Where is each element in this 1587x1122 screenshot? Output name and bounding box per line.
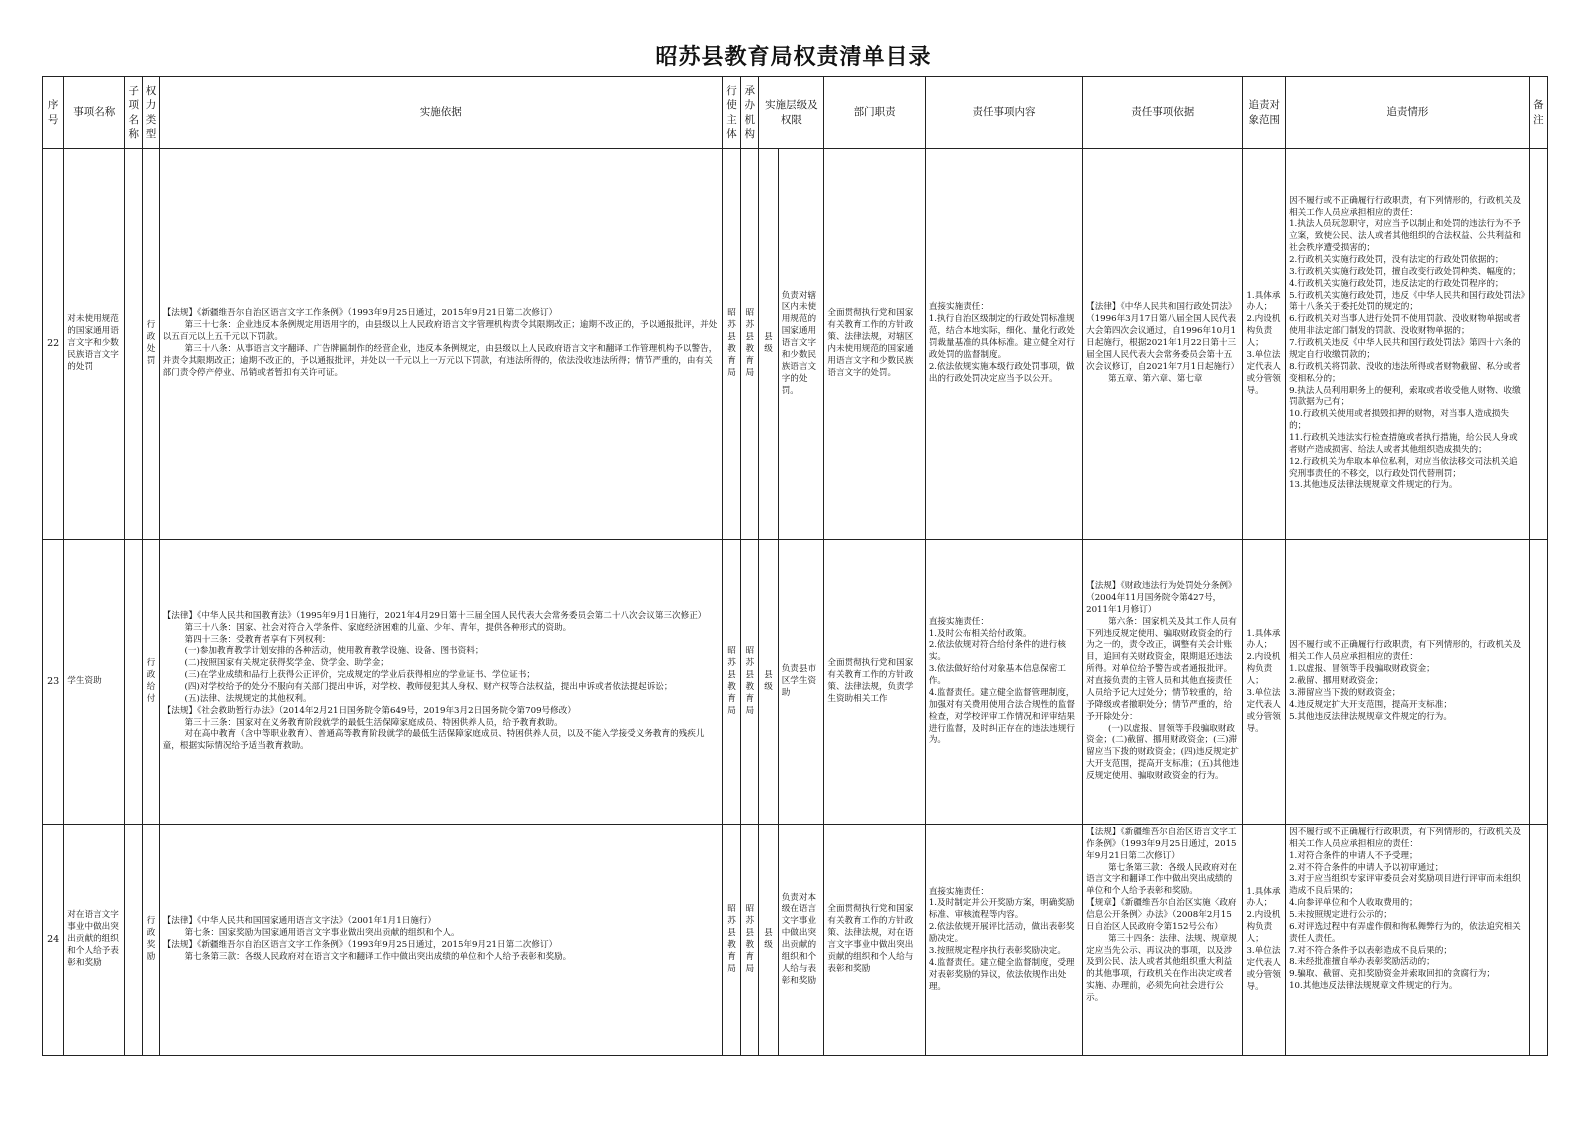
table-row bbox=[43, 825, 1548, 1056]
row-duty: 全面贯彻执行党和国家有关教育工作的方针政策、法律法规，对辖区内未使用规范的国家通用语言文字和少数民族语言文字的处罚。 bbox=[824, 149, 925, 540]
row-level: 县级 bbox=[759, 540, 778, 825]
row-subject: 昭苏县教育局 bbox=[722, 149, 740, 540]
row-resp: 直接实施责任： 1.及时公布相关给付政策。 2.依法依规对符合给付条件的进行核实。 3.依法做好给付对象基本信息保密工作。 4.监督责任。建立健全监督管理制度，加强对有关费用使用合法合规性的监督检查，对学校评审工作情况和评审结果进行监督，及时纠正存在的违法违规行为。 bbox=[925, 540, 1082, 825]
header-basis: 实施依据 bbox=[159, 77, 722, 149]
row-note bbox=[1529, 540, 1547, 825]
row-level: 县级 bbox=[759, 149, 778, 540]
row-scope: 1.具体承办人； 2.内设机构负责人； 3.单位法定代表人或分管领导。 bbox=[1243, 540, 1286, 825]
row-duty: 全面贯彻执行党和国家有关教育工作的方针政策、法律法规，负责学生资助相关工作 bbox=[824, 540, 925, 825]
row-account: 因不履行或不正确履行行政职责，有下列情形的，行政机关及相关工作人员应承担相应的责任： 1.以虚报、冒领等手段骗取财政资金； 2.截留、挪用财政资金； 3.滞留应当下拨的财政资金； 4.违反规定扩大开支范围，提高开支标准； 5.其他违反法律法规规章文件规定的行为。 bbox=[1286, 540, 1530, 825]
row-note bbox=[1529, 825, 1547, 1056]
row-seq: 22 bbox=[43, 149, 64, 540]
row-account: 因不履行或不正确履行行政职责，有下列情形的，行政机关及相关工作人员应承担相应的责任： 1.执法人员玩忽职守，对应当予以制止和处罚的违法行为不予立案，致使公民、法人或者其他组织的合法权益、公共利益和社会秩序遭受损害的； 2.行政机关实施行政处罚，没有法定的行政处罚依据的； 3.行政机关实施行政处罚，擅自改变行政处罚种类、幅度的； 4.行政机关实施行政处罚，违反法定的行政处罚程序的； 5.行政机关实施行政处罚，违反《中华人民共和国行政处罚法》第十八条关于委托处罚的规定的； 6.行政机关对当事人进行处罚不使用罚款、没收财物单据或者使用非法定部门制发的罚款、没收财物单据的； 7.行政机关违反《中华人民共和国行政处罚法》第四十六条的规定自行收缴罚款的； 8.行政机关将罚款、没收的违法所得或者财物截留、私分或者变相私分的； 9.执法人员利用职务上的便利，索取或者收受他人财物、收缴罚款据为己有； 10.行政机关使用或者损毁扣押的财物，对当事人造成损失的； 11.行政机关违法实行检查措施或者执行措施，给公民人身或者财产造成损害、给法人或者其他组织造成损失的； 12.行政机关为牟取本单位私利，对应当依法移交司法机关追究刑事责任的不移交，以行政处罚代替刑罚； 13.其他违反法律法规规章文件规定的行为。 bbox=[1286, 149, 1530, 540]
header-note: 备注 bbox=[1529, 77, 1547, 149]
row-sub bbox=[125, 149, 143, 540]
header-type: 权力类型 bbox=[143, 77, 159, 149]
row-scope: 1.具体承办人； 2.内设机构负责人； 3.单位法定代表人或分管领导。 bbox=[1243, 149, 1286, 540]
row-subject: 昭苏县教育局 bbox=[722, 825, 740, 1056]
row-name: 学生资助 bbox=[64, 540, 125, 825]
header-org: 承办机构 bbox=[741, 77, 759, 149]
row-org: 昭苏县教育局 bbox=[741, 540, 759, 825]
row-level-detail: 负责县市区学生资助 bbox=[778, 540, 824, 825]
table-row bbox=[43, 540, 1548, 825]
row-resp-basis: 【法规】《财政违法行为处罚处分条例》（2004年11月国务院令第427号，2011年1月修订） 第六条：国家机关及其工作人员有下列违反规定使用、骗取财政资金的行为之一的，责令改正，调整有关会计账目，追回有关财政资金，限期退还违法所得。对单位给予警告或者通报批评。对直接负责的主管人员和其他直接责任人员给予记大过处分；情节较重的，给予降级或者撤职处分；情节严重的，给予开除处分： (一)以虚报、冒领等手段骗取财政资金；(二)截留、挪用财政资金；(三)滞留应当下拨的财政资金；(四)违反规定扩大开支范围，提高开支标准；(五)其他违反规定使用、骗取财政资金的行为。 bbox=[1083, 540, 1243, 825]
row-note bbox=[1529, 149, 1547, 540]
row-level-detail: 负责对辖区内未使用规范的国家通用语言文字和少数民族语言文字的处罚。 bbox=[778, 149, 824, 540]
row-resp: 直接实施责任： 1.执行自治区级制定的行政处罚标准规范，结合本地实际，细化、量化行政处罚裁量基准的具体标准。建立健全对行政处罚的监督制度。 2.依法依规实施本级行政处罚事项，做出的行政处罚决定应当予以公开。 bbox=[925, 149, 1082, 540]
account-text: 因不履行或不正确履行行政职责，有下列情形的，行政机关及相关工作人员应承担相应的责任： 1.对符合条件的申请人不予受理； 2.对不符合条件的申请人予以初审通过； 3.对于应当组织专家评审委员会对奖励项目进行评审而未组织造成不良后果的； 4.向参评单位和个人收取费用的； 5.未按照规定进行公示的； 6.对评选过程中有弄虚作假和徇私舞弊行为的，依法追究相关责任人责任。 7.对不符合条件予以表彰造成不良后果的； 8.未经批准擅自举办表彰奖励活动的； 9.骗取、截留、克扣奖励资金并索取回扣的贪腐行为； 10.其他违反法律法规规章文件规定的行为。 bbox=[1289, 827, 1522, 992]
row-sub bbox=[125, 540, 143, 825]
header-resp: 责任事项内容 bbox=[925, 77, 1082, 149]
row-org: 昭苏县教育局 bbox=[741, 149, 759, 540]
table-row bbox=[43, 149, 1548, 540]
row-basis: 【法规】《新疆维吾尔自治区语言文字工作条例》（1993年9月25日通过，2015年9月21日第二次修订） 第三十七条：企业违反本条例规定用语用字的，由县级以上人民政府语言文字管理机构责令其限期改正；逾期不改正的，予以通报批评，并处以五百元以上五千元以下罚款。 第三十八条：从事语言文字翻译、广告牌匾制作的经营企业，违反本条例规定，由县级以上人民政府语言文字和翻译工作管理机构予以警告，并责令其限期改正；逾期不改正的，予以通报批评，并处以一千元以上一万元以下罚款，有违法所得的，依法没收违法所得；情节严重的，由有关部门责令停产停业、吊销或者暂扣有关许可证。 bbox=[159, 149, 722, 540]
row-name: 对未使用规范的国家通用语言文字和少数民族语言文字的处罚 bbox=[64, 149, 125, 540]
header-resp-basis: 责任事项依据 bbox=[1083, 77, 1243, 149]
header-duty: 部门职责 bbox=[824, 77, 925, 149]
row-seq: 23 bbox=[43, 540, 64, 825]
row-type: 行政给付 bbox=[143, 540, 159, 825]
row-scope: 1.具体承办人； 2.内设机构负责人； 3.单位法定代表人或分管领导。 bbox=[1243, 825, 1286, 1056]
header-subject: 行使主体 bbox=[722, 77, 740, 149]
row-basis: 【法律】《中华人民共和国教育法》（1995年9月1日施行，2021年4月29日第十三届全国人民代表大会常务委员会第二十八次会议第三次修正） 第三十八条：国家、社会对符合入学条件、家庭经济困难的儿童、少年、青年，提供各种形式的资助。 第四十三条：受教育者享有下列权利： (一)参加教育教学计划安排的各种活动，使用教育教学设施、设备、图书资料； (二)按照国家有关规定获得奖学金、贷学金、助学金； (三)在学业成绩和品行上获得公正评价，完成规定的学业后获得相应的学业证书、学位证书； (四)对学校给予的处分不服向有关部门提出申诉，对学校、教师侵犯其人身权、财产权等合法权益，提出申诉或者依法提起诉讼； (五)法律、法规规定的其他权利。 【法规】《社会救助暂行办法》（2014年2月21日国务院令第649号，2019年3月2日国务院令第709号修改） 第三十三条：国家对在义务教育阶段就学的最低生活保障家庭成员、特困供养人员，给予教育救助。 对在高中教育（含中等职业教育）、普通高等教育阶段就学的最低生活保障家庭成员、特困供养人员，以及不能入学接受义务教育的残疾儿童，根据实际情况给予适当教育救助。 bbox=[159, 540, 722, 825]
header-sub: 子项名称 bbox=[125, 77, 143, 149]
row-org: 昭苏县教育局 bbox=[741, 825, 759, 1056]
row-level-detail: 负责对本级在语言文字事业中做出突出贡献的组织和个人给与表彰和奖励 bbox=[778, 825, 824, 1056]
row-duty: 全面贯彻执行党和国家有关教育工作的方针政策、法律法规，对在语言文字事业中做出突出贡献的组织和个人给与表彰和奖励 bbox=[824, 825, 925, 1056]
header-row bbox=[43, 77, 1548, 149]
row-seq: 24 bbox=[43, 825, 64, 1056]
row-type: 行政奖励 bbox=[143, 825, 159, 1056]
row-subject: 昭苏县教育局 bbox=[722, 540, 740, 825]
header-scope: 追责对象范围 bbox=[1243, 77, 1286, 149]
row-resp-basis: 【法律】《中华人民共和国行政处罚法》（1996年3月17日第八届全国人民代表大会第四次会议通过，自1996年10月1日起施行，根据2021年1月22日第十三届全国人民代表大会常务委员会第十五次会议修订，自2021年7月1日起施行） 第五章、第六章、第七章 bbox=[1083, 149, 1243, 540]
row-resp: 直接实施责任： 1.及时制定并公开奖励方案，明确奖励标准、审核流程等内容。 2.依法依规开展评比活动，做出表彰奖励决定。 3.按照规定程序执行表彰奖励决定。 4.监督责任。建立健全监督制度，受理对表彰奖励的异议，依法依规作出处理。 bbox=[925, 825, 1082, 1056]
page-title: 昭苏县教育局权责清单目录 bbox=[655, 44, 932, 70]
row-name: 对在语言文字事业中做出突出贡献的组织和个人给予表彰和奖励 bbox=[64, 825, 125, 1056]
header-name: 事项名称 bbox=[64, 77, 125, 149]
row-account bbox=[1286, 825, 1530, 1056]
header-account: 追责情形 bbox=[1286, 77, 1530, 149]
header-seq: 序号 bbox=[43, 77, 64, 149]
responsibility-table bbox=[42, 76, 1548, 1056]
header-level: 实施层级及权限 bbox=[759, 77, 824, 149]
row-basis: 【法律】《中华人民共和国国家通用语言文字法》（2001年1月1日施行） 第七条：国家奖励为国家通用语言文字事业做出突出贡献的组织和个人。 【法规】《新疆维吾尔自治区语言文字工作条例》（1993年9月25日通过，2015年9月21日第二次修订） 第七条第三款：各级人民政府对在语言文字和翻译工作中做出突出成绩的单位和个人给予表彰和奖励。 bbox=[159, 825, 722, 1056]
row-sub bbox=[125, 825, 143, 1056]
row-type: 行政处罚 bbox=[143, 149, 159, 540]
row-level: 县级 bbox=[759, 825, 778, 1056]
row-resp-basis bbox=[1083, 825, 1243, 1056]
resp-basis-text: 【法规】《新疆维吾尔自治区语言文字工作条例》（1993年9月25日通过，2015年9月21日第二次修订） 第七条第三款：各级人民政府对在语言文字和翻译工作中做出突出成绩的单位和个人给予表彰和奖励。 【规章】《新疆维吾尔自治区实施〈政府信息公开条例〉办法》（2008年2月15日自治区人民政府令第152号公布） 第三十四条：法律、法规、规章规定应当先公示、再议决的事项，以及涉及到公民、法人或者其他组织重大利益的其他事项，行政机关在作出决定或者实施、办理前，必须先向社会进行公示。 bbox=[1086, 827, 1237, 1004]
